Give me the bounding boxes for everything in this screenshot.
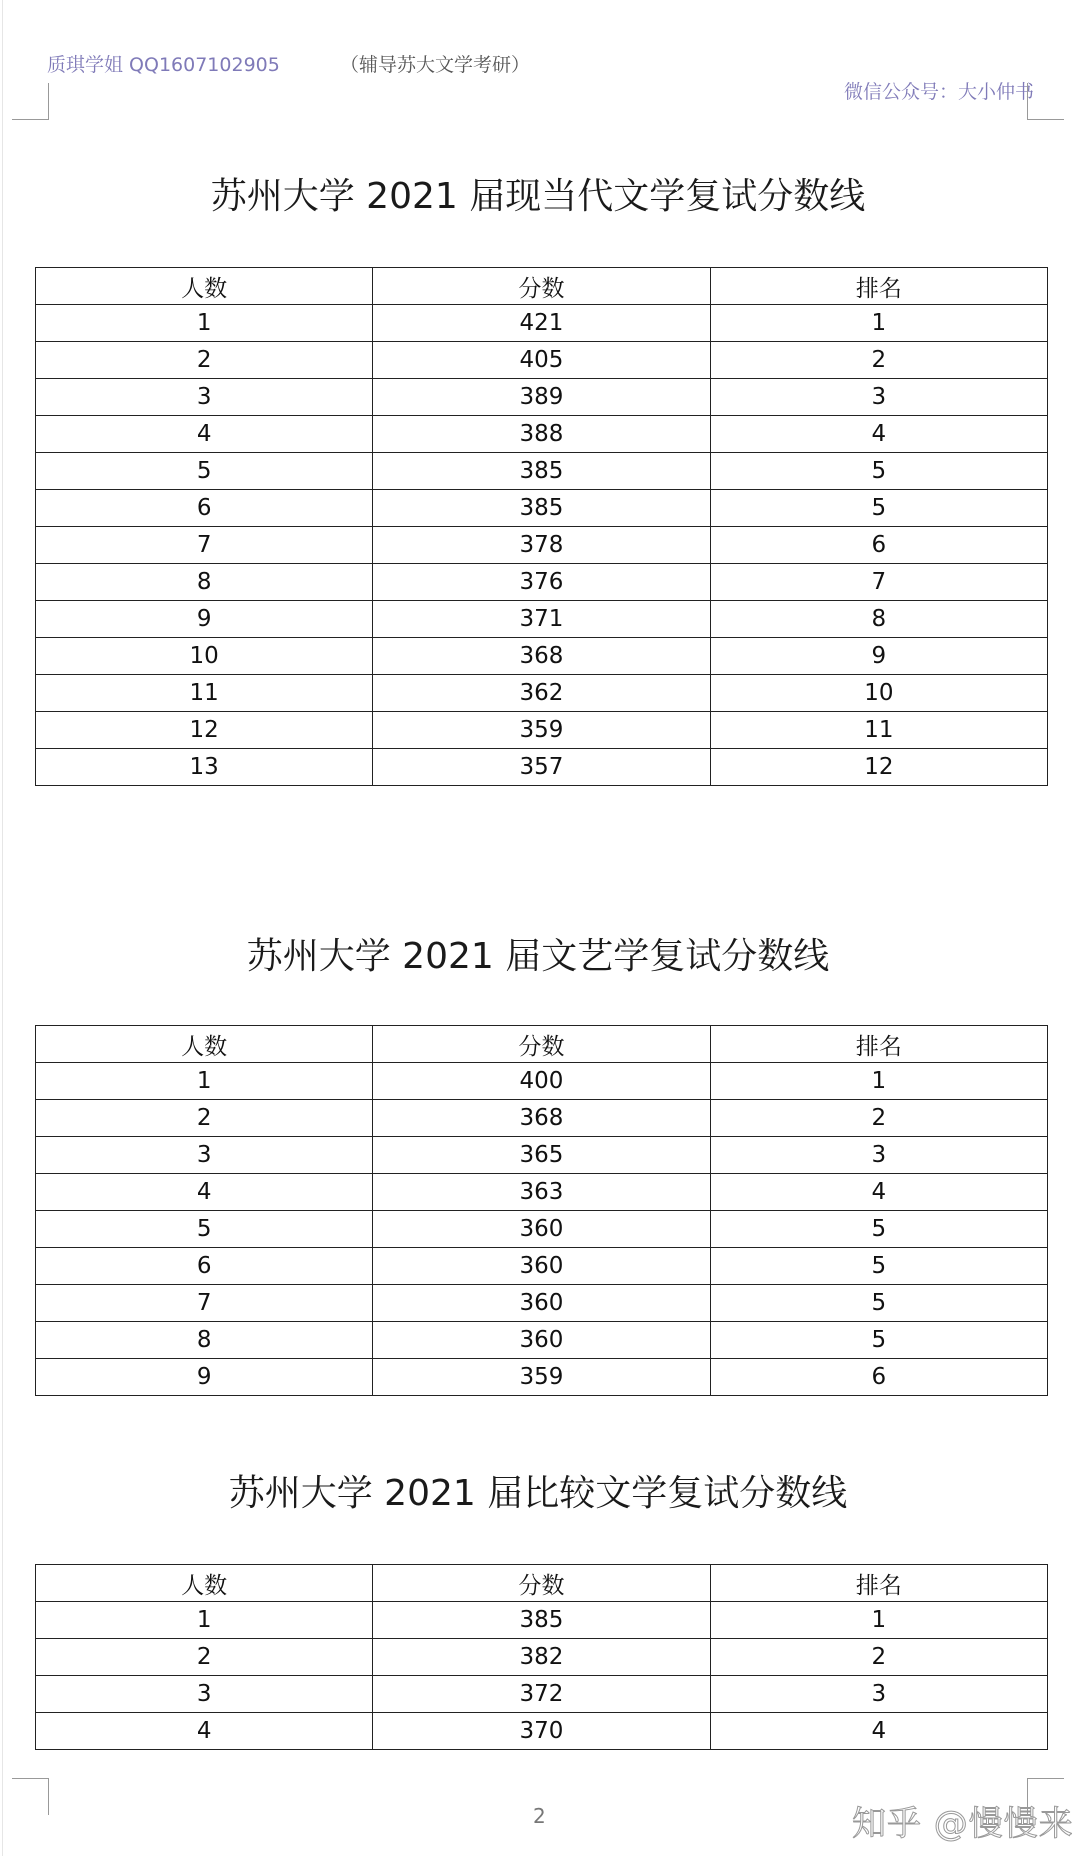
table-row [36, 1248, 1048, 1285]
count-cell: 8 [36, 564, 373, 601]
rank-cell: 5 [710, 490, 1047, 527]
count-cell: 3 [36, 1676, 373, 1713]
header-note: （辅导苏大文学考研） [340, 54, 531, 76]
count-cell: 3 [36, 379, 373, 416]
count-cell: 2 [36, 342, 373, 379]
count-cell: 7 [36, 1285, 373, 1322]
score-cell: 421 [373, 305, 710, 342]
column-header: 排名 [710, 1026, 1047, 1063]
rank-cell: 2 [710, 1639, 1047, 1676]
score-cell: 388 [373, 416, 710, 453]
count-cell: 7 [36, 527, 373, 564]
score-cell: 382 [373, 1639, 710, 1676]
table-row [36, 342, 1048, 379]
corner-mark-top-left [12, 83, 49, 120]
score-cell: 362 [373, 675, 710, 712]
score-cell: 378 [373, 527, 710, 564]
score-cell: 360 [373, 1285, 710, 1322]
table-row [36, 601, 1048, 638]
count-cell: 10 [36, 638, 373, 675]
score-cell: 360 [373, 1211, 710, 1248]
rank-cell: 8 [710, 601, 1047, 638]
section-title: 苏州大学 2021 届比较文学复试分数线 [228, 1473, 848, 1514]
rank-cell: 5 [710, 1211, 1047, 1248]
table-row [36, 453, 1048, 490]
table-row [36, 416, 1048, 453]
rank-cell: 1 [710, 305, 1047, 342]
rank-cell: 1 [710, 1602, 1047, 1639]
count-cell: 2 [36, 1639, 373, 1676]
count-cell: 9 [36, 1359, 373, 1396]
rank-cell: 5 [710, 1322, 1047, 1359]
score-cell: 385 [373, 490, 710, 527]
score-cell: 359 [373, 712, 710, 749]
rank-cell: 5 [710, 453, 1047, 490]
table-row [36, 1359, 1048, 1396]
score-cell: 389 [373, 379, 710, 416]
table-header-row [36, 1565, 1048, 1602]
count-cell: 5 [36, 453, 373, 490]
score-cell: 371 [373, 601, 710, 638]
count-cell: 2 [36, 1100, 373, 1137]
rank-cell: 9 [710, 638, 1047, 675]
column-header: 人数 [36, 268, 373, 305]
table-row [36, 1137, 1048, 1174]
column-header: 分数 [373, 268, 710, 305]
table-row [36, 1100, 1048, 1137]
table-row [36, 1174, 1048, 1211]
count-cell: 6 [36, 1248, 373, 1285]
rank-cell: 12 [710, 749, 1047, 786]
rank-cell: 2 [710, 342, 1047, 379]
count-cell: 6 [36, 490, 373, 527]
count-cell: 1 [36, 1063, 373, 1100]
corner-mark-bottom-left [12, 1778, 49, 1815]
table-row [36, 305, 1048, 342]
score-cell: 400 [373, 1063, 710, 1100]
table-row [36, 638, 1048, 675]
table-row [36, 490, 1048, 527]
count-cell: 3 [36, 1137, 373, 1174]
count-cell: 4 [36, 416, 373, 453]
score-cell: 385 [373, 453, 710, 490]
section-title: 苏州大学 2021 届文艺学复试分数线 [246, 936, 830, 977]
score-cell: 363 [373, 1174, 710, 1211]
table-row [36, 1063, 1048, 1100]
score-cell: 405 [373, 342, 710, 379]
rank-cell: 4 [710, 1713, 1047, 1750]
score-cell: 360 [373, 1248, 710, 1285]
column-header: 分数 [373, 1026, 710, 1063]
table-row [36, 1602, 1048, 1639]
rank-cell: 10 [710, 675, 1047, 712]
score-cell: 372 [373, 1676, 710, 1713]
column-header: 排名 [710, 1565, 1047, 1602]
count-cell: 4 [36, 1174, 373, 1211]
section-title: 苏州大学 2021 届现当代文学复试分数线 [210, 176, 866, 217]
count-cell: 8 [36, 1322, 373, 1359]
score-table [35, 1025, 1048, 1396]
count-cell: 1 [36, 305, 373, 342]
table-row [36, 1285, 1048, 1322]
rank-cell: 1 [710, 1063, 1047, 1100]
table-row [36, 1211, 1048, 1248]
watermark: 知乎 @慢慢来 [852, 1804, 1074, 1844]
table-header-row [36, 1026, 1048, 1063]
table-row [36, 564, 1048, 601]
table-header-row [36, 268, 1048, 305]
column-header: 人数 [36, 1565, 373, 1602]
count-cell: 4 [36, 1713, 373, 1750]
count-cell: 5 [36, 1211, 373, 1248]
column-header: 分数 [373, 1565, 710, 1602]
rank-cell: 5 [710, 1248, 1047, 1285]
score-cell: 370 [373, 1713, 710, 1750]
column-header: 人数 [36, 1026, 373, 1063]
rank-cell: 11 [710, 712, 1047, 749]
rank-cell: 2 [710, 1100, 1047, 1137]
rank-cell: 3 [710, 379, 1047, 416]
score-cell: 368 [373, 638, 710, 675]
score-cell: 365 [373, 1137, 710, 1174]
rank-cell: 6 [710, 527, 1047, 564]
score-cell: 376 [373, 564, 710, 601]
table-row [36, 675, 1048, 712]
table-row [36, 749, 1048, 786]
rank-cell: 4 [710, 416, 1047, 453]
table-row [36, 1676, 1048, 1713]
count-cell: 13 [36, 749, 373, 786]
count-cell: 9 [36, 601, 373, 638]
table-row [36, 379, 1048, 416]
table-row [36, 1713, 1048, 1750]
count-cell: 12 [36, 712, 373, 749]
score-cell: 360 [373, 1322, 710, 1359]
score-cell: 359 [373, 1359, 710, 1396]
score-cell: 368 [373, 1100, 710, 1137]
score-table [35, 1564, 1048, 1750]
header-contact: 质琪学姐 QQ1607102905 [47, 54, 280, 76]
count-cell: 11 [36, 675, 373, 712]
rank-cell: 4 [710, 1174, 1047, 1211]
score-cell: 385 [373, 1602, 710, 1639]
score-table [35, 267, 1048, 786]
rank-cell: 3 [710, 1676, 1047, 1713]
rank-cell: 7 [710, 564, 1047, 601]
header-wechat: 微信公众号：大小仲书 [843, 81, 1034, 103]
rank-cell: 6 [710, 1359, 1047, 1396]
table-row [36, 712, 1048, 749]
rank-cell: 3 [710, 1137, 1047, 1174]
table-row [36, 1639, 1048, 1676]
table-row [36, 527, 1048, 564]
column-header: 排名 [710, 268, 1047, 305]
count-cell: 1 [36, 1602, 373, 1639]
score-cell: 357 [373, 749, 710, 786]
rank-cell: 5 [710, 1285, 1047, 1322]
page-number: 2 [533, 1804, 546, 1828]
table-row [36, 1322, 1048, 1359]
corner-mark-top-right [1027, 83, 1064, 120]
